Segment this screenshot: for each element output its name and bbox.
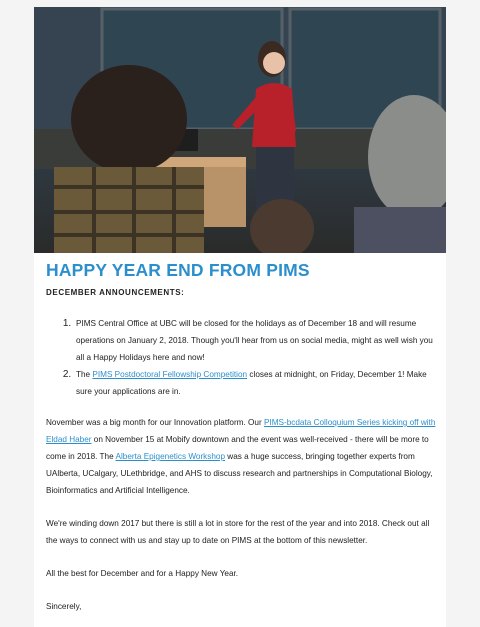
signoff: Sincerely,	[46, 602, 82, 611]
page-title: HAPPY YEAR END FROM PIMS	[46, 260, 310, 280]
paragraph-text: was a huge success, bringing together experts from UAlberta, UCalgary, ULethbridge, and AHS to discuss research and partnerships in Computational Biology, Bioinformatics and Artificial Intelligence.	[46, 452, 433, 495]
list-item	[74, 366, 438, 400]
section-subtitle: DECEMBER ANNOUNCEMENTS:	[46, 288, 185, 297]
lecture-photo-illustration	[34, 7, 446, 253]
audience-shoulder-right	[354, 207, 446, 253]
newsletter-content	[46, 259, 438, 615]
paragraph-text: on November 15 at Mobify downtown and the event was well-received - there will be more to come in 2018. The	[46, 435, 429, 461]
speaker-face	[263, 52, 285, 74]
colloquium-series-link[interactable]: PIMS-bcdata Colloquium Series kicking off with Eldad Haber	[46, 418, 436, 444]
announcement-text: PIMS Central Office at UBC will be closed for the holidays as of December 18 and will resume operations on January 2, 2018. Though you'll hear from us on social media, might as well wish you all a Happy Holidays here and now!	[76, 319, 433, 362]
hero-photo	[34, 7, 446, 253]
pdf-competition-link[interactable]: PIMS Postdoctoral Fellowship Competition	[92, 370, 248, 379]
announcement-text: closes at midnight, on Friday, December 1! Make sure your applications are in.	[76, 370, 427, 396]
paragraph-text: November was a big month for our Innovation platform. Our	[46, 418, 264, 427]
paragraph-best-wishes: All the best for December and for a Happy New Year.	[46, 569, 239, 578]
announcement-list	[46, 315, 438, 400]
announcement-text: The	[76, 370, 93, 379]
newsletter-card	[34, 7, 446, 627]
list-item	[74, 315, 438, 366]
paragraph-winding-down: We're winding down 2017 but there is still a lot in store for the rest of the year and into 2018. Check out all the ways to connect with us and stay up to date on PIMS at the bottom of this newsletter.	[46, 519, 430, 545]
epigenetics-workshop-link[interactable]: Alberta Epigenetics Workshop	[115, 452, 226, 461]
audience-head-left	[71, 65, 187, 173]
speaker-red-top	[252, 83, 296, 147]
paragraph-innovation	[46, 414, 438, 499]
